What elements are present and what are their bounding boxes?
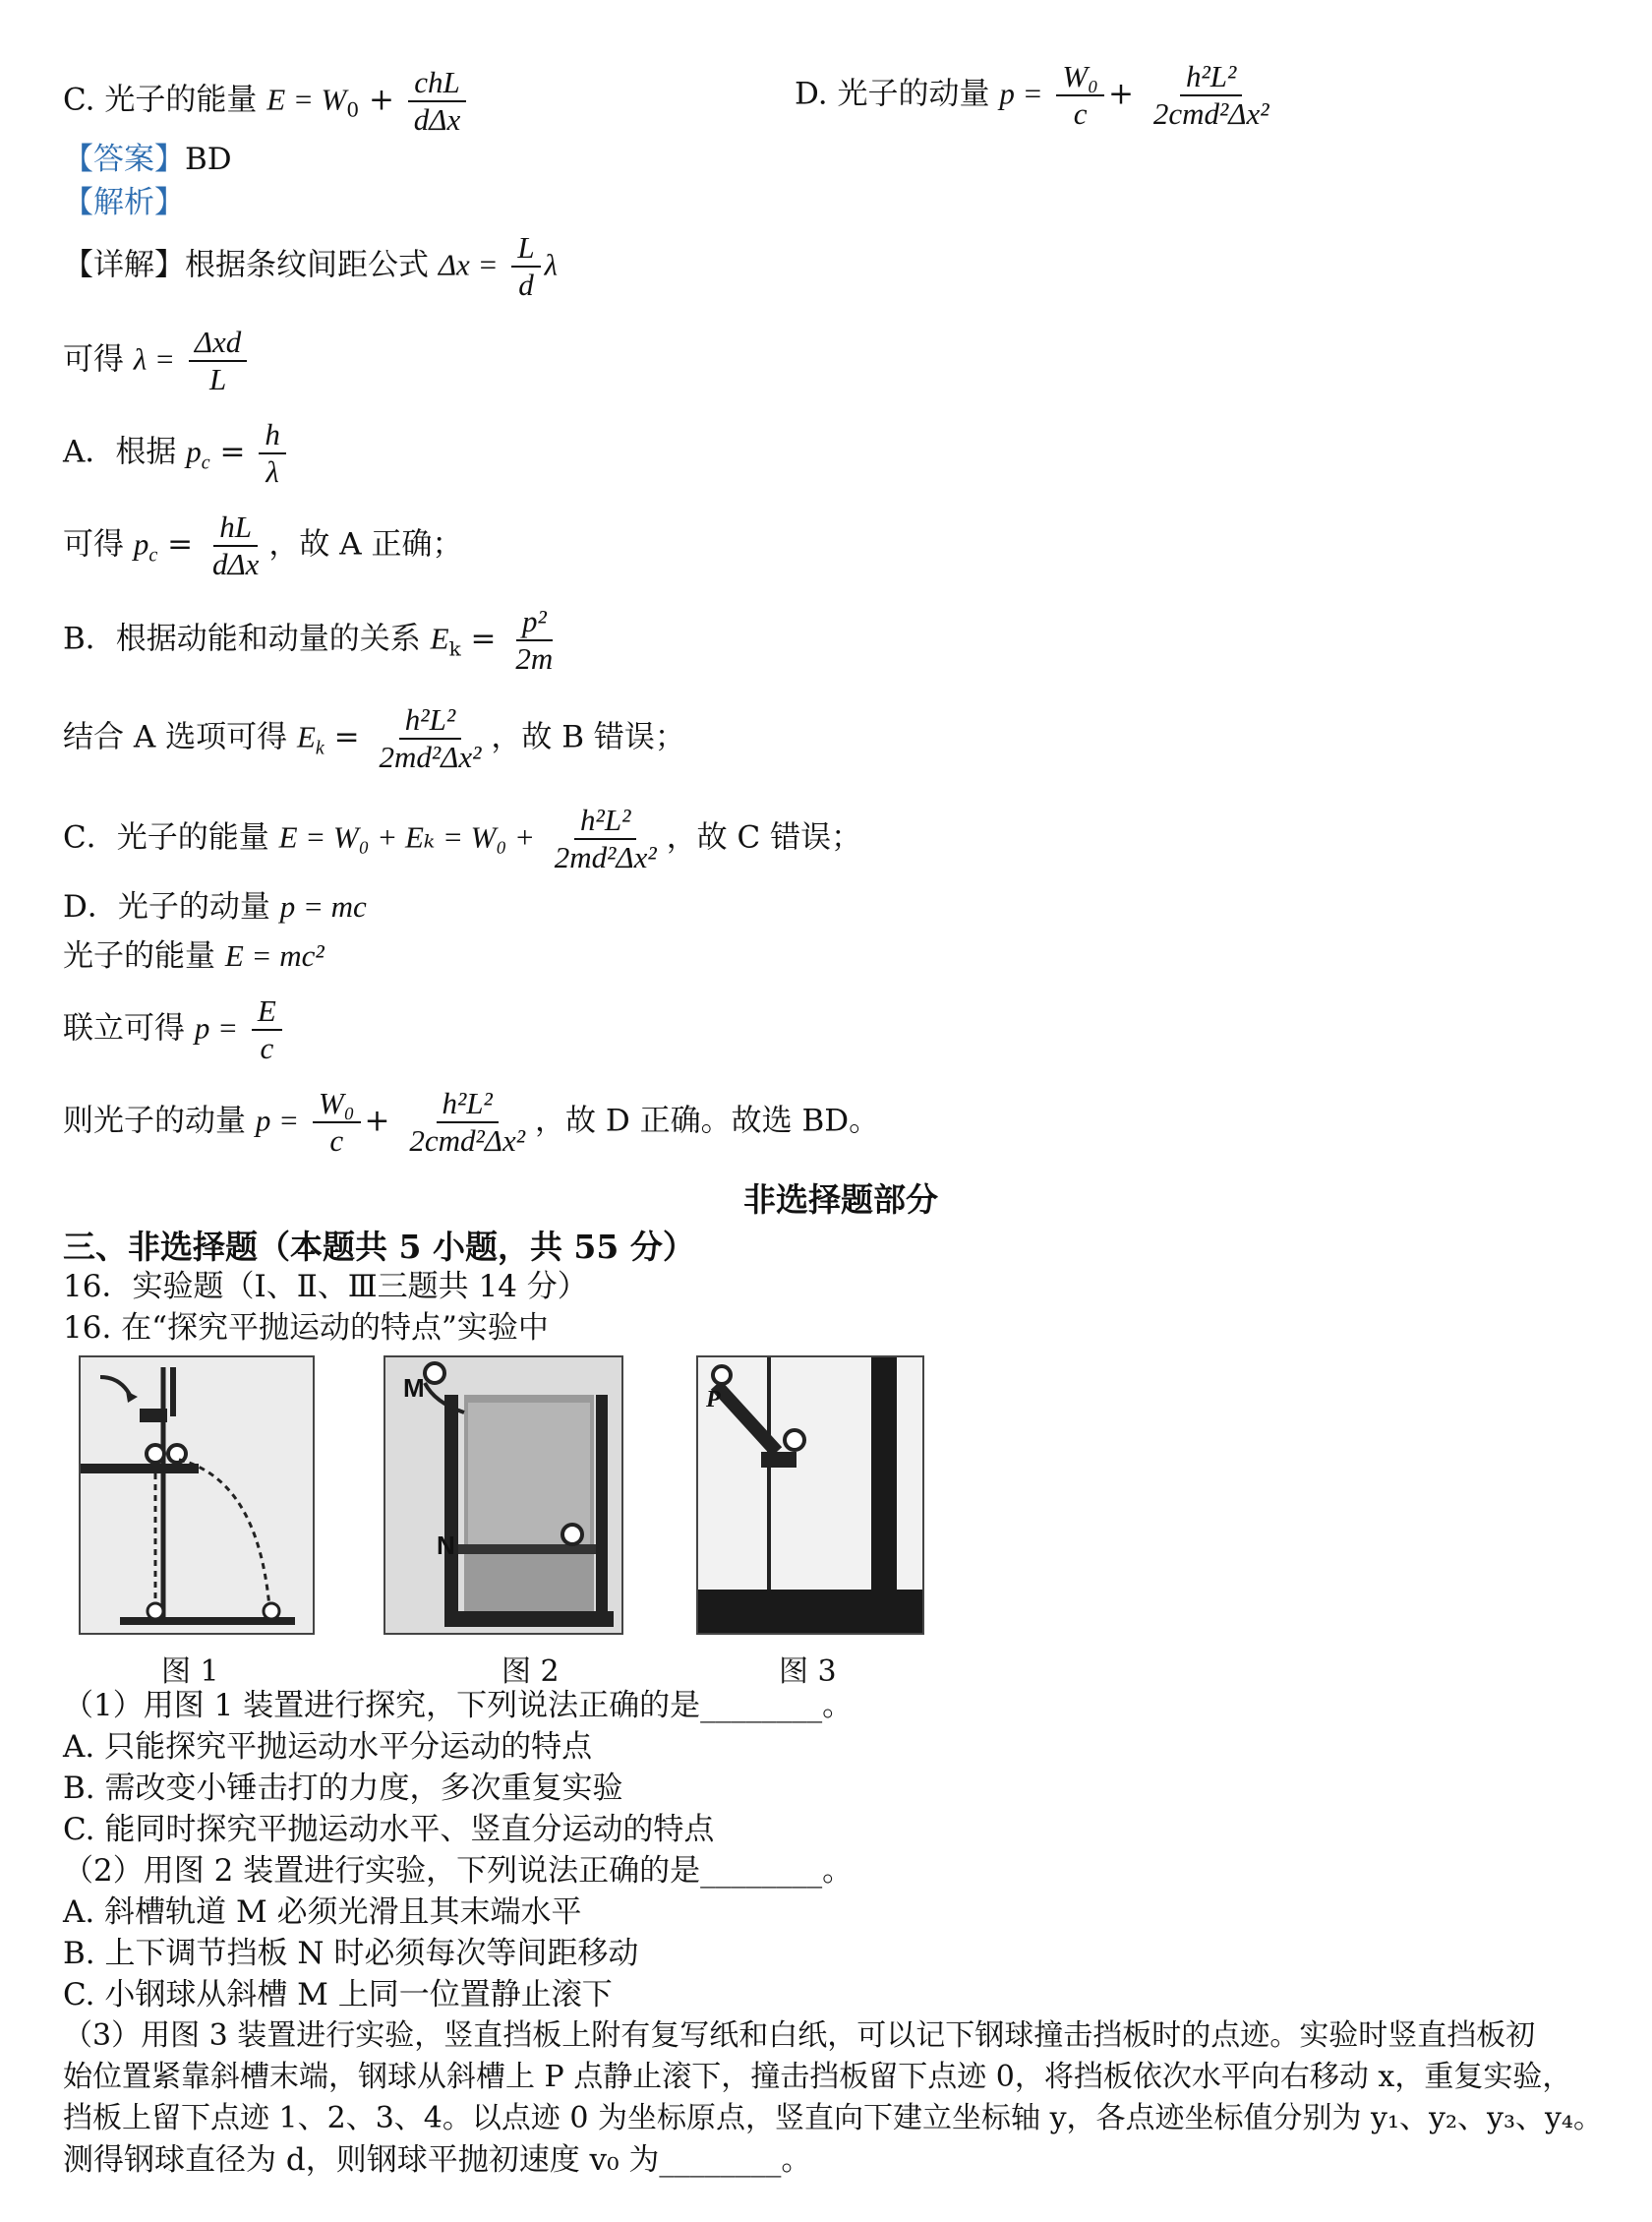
detail-fraction-1 bbox=[313, 1086, 361, 1159]
detail-fraction bbox=[252, 993, 282, 1066]
figure-2-caption: 图 2 bbox=[502, 1654, 560, 1689]
answer-line bbox=[63, 140, 232, 179]
analysis-tag: 【解析】 bbox=[63, 185, 185, 220]
question-3-line-4: 测得钢球直径为 d，则钢球平抛初速度 v₀ 为________。 bbox=[63, 2142, 812, 2178]
detail-lhs: p bbox=[186, 434, 202, 469]
detail-line-e bbox=[63, 936, 324, 976]
fraction-denominator: dΔx bbox=[413, 102, 461, 137]
detail-fraction bbox=[189, 325, 247, 397]
figure-2-drawing bbox=[385, 1357, 621, 1633]
detail-equation: E = mc² bbox=[224, 938, 324, 973]
option-d-top: D. 光子的动量 p = $\frac{\text{W₀}}{c}$ + $\frac{\text{h²L²}}{\text{2cmd²Δx²}}$ bbox=[795, 59, 1279, 132]
option-c-fraction bbox=[408, 65, 466, 138]
figure-1-drawing bbox=[81, 1357, 313, 1633]
detail-lhs: λ = bbox=[133, 341, 175, 377]
detail-tail: ，故 D 正确。故选 BD。 bbox=[535, 1103, 880, 1139]
answer-value: BD bbox=[185, 142, 232, 177]
detail-text: 则光子的动量 bbox=[63, 1103, 246, 1139]
detail-line-a2: 可得 $p_c$ = $\frac{hL}{\text{dΔx}}$ ，故 A 正确； bbox=[63, 510, 463, 581]
detail-fraction bbox=[511, 230, 540, 303]
fraction-denominator: c bbox=[1073, 96, 1088, 131]
detail-fraction bbox=[549, 803, 663, 875]
detail-line-f bbox=[63, 993, 286, 1066]
detail-lhs: E bbox=[430, 621, 449, 656]
question-3-line-3: 挡板上留下点迹 1、2、3、4。以点迹 0 为坐标原点，竖直向下建立坐标轴 y，各点迹坐标值分别为 y₁、y₂、y₃、y₄。 bbox=[63, 2101, 1603, 2135]
fraction-numerator: chL bbox=[408, 65, 466, 102]
fraction-denominator: λ bbox=[266, 454, 279, 489]
detail-line-g: 则光子的动量 p = $\frac{\text{W₀}}{c}$ + $\frac{\text{h²L²}}{\text{2cmd²Δx²}}$ ，故 D 正确。故选 BD。 bbox=[63, 1086, 880, 1158]
section-heading: 三、非选择题（本题共 5 小题，共 55 分） bbox=[63, 1228, 695, 1266]
detail-text: 【详解】根据条纹间距公式 bbox=[63, 247, 429, 283]
detail-line-1 bbox=[63, 230, 558, 303]
option-d-label: D. 光子的动量 bbox=[795, 76, 990, 112]
fraction-denominator: 2cmd²Δx² bbox=[409, 1123, 526, 1158]
fraction-numerator: h²L² bbox=[574, 803, 636, 840]
detail-line-b2: 结合 A 选项可得 $E_k$ = $\frac{\text{h²L²}}{\text{2md²Δx²}}$ ，故 B 错误； bbox=[63, 702, 685, 774]
figure-3-caption: 图 3 bbox=[779, 1654, 837, 1689]
figure-1-caption: 图 1 bbox=[161, 1654, 219, 1689]
answer-tag: 【答案】 bbox=[63, 142, 185, 177]
figure-3-label-p: P bbox=[706, 1387, 721, 1412]
detail-text: 可得 bbox=[63, 526, 124, 563]
fraction-denominator: 2md²Δx² bbox=[554, 840, 657, 874]
detail-line-d bbox=[63, 887, 367, 927]
question-2-option-c: C. 小钢球从斜槽 M 上同一位置静止滚下 bbox=[63, 1977, 613, 2012]
fraction-numerator: Δxd bbox=[189, 325, 247, 362]
detail-line-b: B．根据动能和动量的关系 $E_k$ = $\frac{\text{p²}}{2m}$ bbox=[63, 604, 562, 677]
figure-2-label-m: M bbox=[403, 1373, 425, 1403]
fraction-numerator: h²L² bbox=[1180, 59, 1242, 96]
detail-lhs: p = bbox=[194, 1010, 239, 1046]
detail-equation: p = mc bbox=[279, 889, 367, 924]
fraction-numerator: W₀ bbox=[313, 1086, 361, 1123]
detail-lhs: Δx = bbox=[438, 247, 499, 282]
question-1-option-b: B. 需改变小锤击打的力度，多次重复实验 bbox=[63, 1771, 623, 1806]
fraction-numerator: h²L² bbox=[399, 702, 461, 740]
q16-intro: 16. 在“探究平抛运动的特点”实验中 bbox=[63, 1310, 549, 1346]
fraction-denominator: L bbox=[208, 362, 227, 396]
fraction-denominator: c bbox=[329, 1123, 344, 1158]
detail-text: C．光子的能量 bbox=[63, 819, 269, 856]
detail-text: 光子的能量 bbox=[63, 938, 215, 974]
question-1-option-c: C. 能同时探究平抛运动水平、竖直分运动的特点 bbox=[63, 1812, 715, 1847]
detail-tail: ，故 A 正确； bbox=[268, 526, 463, 563]
question-2-option-b: B. 上下调节挡板 N 时必须每次等间距移动 bbox=[63, 1936, 639, 1971]
detail-line-a: A．根据 $p_c$ = $\frac{h}{\lambda}$ bbox=[63, 417, 290, 490]
fraction-denominator: 2cmd²Δx² bbox=[1152, 96, 1269, 131]
detail-fraction-2 bbox=[403, 1086, 531, 1159]
fraction-denominator: dΔx bbox=[211, 547, 260, 581]
fraction-denominator: 2m bbox=[515, 641, 554, 676]
option-c-label: C. 光子的能量 bbox=[63, 82, 258, 118]
question-1: （1）用图 1 装置进行探究，下列说法正确的是________。 bbox=[63, 1688, 854, 1723]
detail-line-c bbox=[63, 803, 861, 875]
detail-text: 结合 A 选项可得 bbox=[63, 719, 288, 755]
center-heading: 非选择题部分 bbox=[743, 1180, 938, 1219]
detail-fraction bbox=[206, 510, 265, 582]
detail-fraction bbox=[509, 604, 559, 677]
fraction-numerator: h²L² bbox=[437, 1086, 499, 1123]
option-d-fraction-2 bbox=[1148, 59, 1275, 132]
detail-fraction bbox=[373, 702, 487, 775]
detail-tail: ，故 B 错误； bbox=[491, 719, 685, 755]
option-d-lhs: p = bbox=[999, 76, 1043, 111]
figure-2 bbox=[384, 1355, 623, 1635]
q16-title: 16．实验题（Ⅰ、Ⅱ、Ⅲ三题共 14 分） bbox=[63, 1269, 588, 1304]
question-3-line-2: 始位置紧靠斜槽末端，钢球从斜槽上 P 点静止滚下，撞击挡板留下点迹 0，将挡板依次水平向右移动 x，重复实验， bbox=[63, 2060, 1572, 2094]
question-1-option-a: A. 只能探究平抛运动水平分运动的特点 bbox=[63, 1729, 593, 1765]
detail-tail: λ bbox=[544, 247, 559, 282]
detail-text: D．光子的动量 bbox=[63, 889, 270, 925]
detail-line-2 bbox=[63, 325, 251, 397]
detail-tail: ，故 C 错误； bbox=[666, 819, 862, 856]
figure-2-label-n: N bbox=[437, 1531, 455, 1560]
option-c-lhs: E = W bbox=[266, 82, 347, 117]
detail-text: 可得 bbox=[63, 341, 124, 378]
detail-fraction bbox=[259, 417, 286, 490]
fraction-denominator: 2md²Δx² bbox=[379, 740, 482, 774]
fraction-numerator: p² bbox=[516, 604, 553, 641]
fraction-numerator: L bbox=[511, 230, 540, 268]
detail-text: 联立可得 bbox=[63, 1010, 185, 1047]
option-d-fraction-1 bbox=[1056, 59, 1104, 132]
detail-lhs: E = W₀ + Eₖ = W₀ + bbox=[278, 819, 535, 855]
detail-text: A．根据 bbox=[63, 434, 177, 470]
figure-3-drawing bbox=[698, 1357, 922, 1633]
figure-1 bbox=[79, 1355, 315, 1635]
question-2-option-a: A. 斜槽轨道 M 必须光滑且其末端水平 bbox=[63, 1894, 582, 1930]
option-c-top: C. 光子的能量 $E = W_0$ + $\frac{\text{chL}}{\text{dΔx}}$ bbox=[63, 65, 470, 138]
fraction-numerator: hL bbox=[213, 510, 258, 547]
fraction-numerator: h bbox=[259, 417, 286, 454]
question-2: （2）用图 2 装置进行实验，下列说法正确的是________。 bbox=[63, 1853, 854, 1889]
fraction-denominator: c bbox=[260, 1031, 274, 1065]
fraction-numerator: E bbox=[252, 993, 282, 1031]
fraction-denominator: d bbox=[518, 268, 534, 302]
detail-lhs: p = bbox=[255, 1103, 300, 1138]
figure-3 bbox=[696, 1355, 924, 1635]
detail-text: B．根据动能和动量的关系 bbox=[63, 621, 421, 657]
fraction-numerator: W₀ bbox=[1056, 59, 1104, 96]
question-3-line-1: （3）用图 3 装置进行实验，竖直挡板上附有复写纸和白纸，可以记下钢球撞击挡板时的点迹。实验时竖直挡板初 bbox=[63, 2018, 1536, 2053]
